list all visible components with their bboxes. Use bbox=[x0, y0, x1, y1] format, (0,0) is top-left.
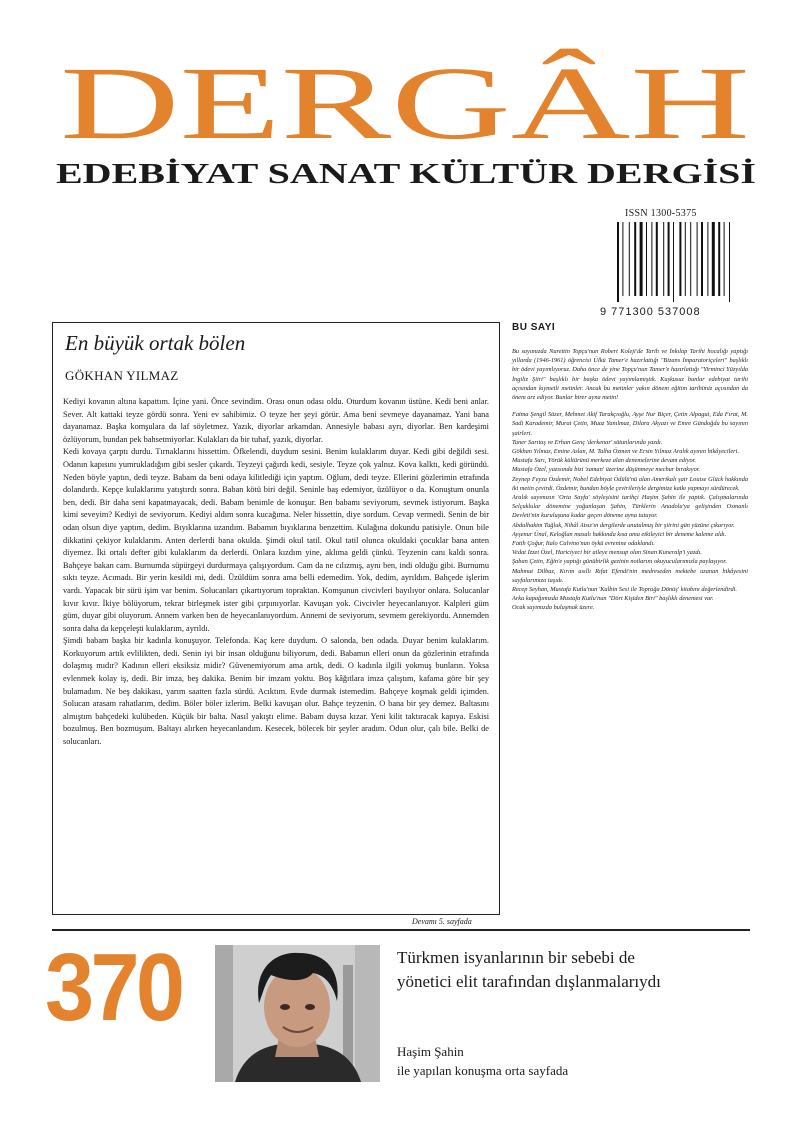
headline-line: Türkmen isyanlarının bir sebebi de bbox=[397, 948, 635, 967]
barcode-bar bbox=[701, 222, 703, 296]
sidebar-item: Mustafa Özel, yazısında bizi 'zaman' üzerine düşünmeye mecbur bırakıyor. bbox=[512, 466, 701, 474]
sidebar-item: Mahmut Dilbaz, Kırım asıllı Rıfat Efendi'nin medreseden mektebe uzanan hikâyesini sayfalarımıza taşıdı. bbox=[512, 567, 748, 584]
sidebar-item: Ocak sayımızda buluşmak üzere. bbox=[512, 604, 595, 612]
issue-number: 370 bbox=[45, 934, 182, 1041]
barcode-bar bbox=[651, 222, 652, 296]
interviewee-photo bbox=[215, 945, 380, 1082]
barcode-bar bbox=[673, 222, 674, 302]
barcode-bar bbox=[697, 222, 698, 296]
barcode-bar bbox=[629, 222, 630, 296]
sidebar-body bbox=[512, 347, 748, 613]
sidebar-item: Taner Sarıtaş ve Erhan Genç 'derkenar' sütunlarında yazdı. bbox=[512, 438, 663, 446]
barcode-bar bbox=[663, 222, 664, 296]
article-body bbox=[63, 396, 489, 749]
barcode-bar bbox=[718, 222, 720, 296]
sidebar-item: Gökhan Yılmaz, Emine Aslan, M. Talha Özmen ve Ersin Yılmaz Aralık ayının hikâyecileri. bbox=[512, 448, 739, 456]
barcode-number: 9 771300 537008 bbox=[600, 306, 701, 318]
sidebar-item: Zeynep Feyza Özdemir, Nobel Edebiyat Ödülü'nü alan Amerikalı şair Louise Glück hakkında iki metin çevirdi. Özdemir, bundan böyle çevirileriyle dergimize katkı yapmayı sürdürecek. bbox=[512, 475, 748, 492]
barcode-bar bbox=[724, 222, 725, 296]
barcode-bar bbox=[668, 222, 670, 296]
sidebar-spacer bbox=[512, 402, 748, 410]
barcode-bar bbox=[707, 222, 708, 296]
article-author: GÖKHAN YILMAZ bbox=[65, 368, 179, 383]
interview-note: ile yapılan konuşma orta sayfada bbox=[397, 1063, 569, 1078]
barcode-bar bbox=[634, 222, 636, 296]
sidebar-item: Arka kapağımızda Mustafa Kutlu'nun "Dört Kişiden Biri" başlıklı denemesi var. bbox=[512, 595, 714, 603]
lead-article bbox=[52, 322, 500, 915]
sidebar-item: Recep Seyhan, Mustafa Kutlu'nun 'Kalbin Sesi ile Toprağa Dönüş' kitabını değerlendirdi. bbox=[512, 586, 737, 594]
headline-line: yönetici elit tarafından dışlanmalarıydı bbox=[397, 972, 661, 991]
cover-headline bbox=[397, 946, 757, 994]
sidebar-intro: Bu sayımızda Nurettin Topçu'nun Robert Koleji'de Tarih ve İnkılap Tarihi hocalığı yaptığı yıllarda (1946-1961) öğrencisi Ülkü Tamer'e hazırlattığı "Bizans İmparatoriçeleri" başlıklı bir ödevi yayımlıyoruz. Daha önce de yine Topçu'nun Tamer'e hazırlattığı "Yirminci Yüzyılda İngiliz Şiiri" başlıklı bir başka ödevi yayımlamıştık. Kuşkusuz bunlar edebiyat tarihi açısından kıymetli metinler. Ancak bu metinler yakın dönem eğitim tarihimiz açısından da önem arz ediyor. Bunlar birer ayna metin! bbox=[512, 348, 748, 402]
sidebar-item: Şaban Çetin, Eğin'e yaptığı günübirlik gezinin notlarını okuyucularımızla paylaşıyor. bbox=[512, 558, 727, 566]
sidebar-item: Fatma Şengil Süzer, Mehmet Akif Tarakçıoğlu, Ayşe Nur Biçer, Çetin Alpagut, Eda Fırat, M. Sadi Karademir, Murat Çetin, Muaz Yanılmaz, Dilara Akyazı ve Emre Gündoğdu bu sayının şairleri. bbox=[512, 411, 748, 437]
continue-note: Devamı 5. sayfada bbox=[412, 917, 472, 926]
barcode-graphic bbox=[615, 222, 755, 302]
barcode-bar bbox=[622, 222, 623, 296]
sidebar-item: Abdulhakim Tuğluk, Nihâl Atsız'ın dergilerde unutulmuş bir şiirini gün yüzüne çıkarıyor. bbox=[512, 521, 735, 529]
issn-label: ISSN 1300-5375 bbox=[625, 208, 697, 219]
masthead bbox=[50, 40, 760, 190]
sidebar-item: Mustafa Sarı, Yörük kültürünü merkeze alan denemelerine devam ediyor. bbox=[512, 457, 696, 465]
barcode-bar bbox=[712, 222, 715, 296]
issue-contents-sidebar bbox=[512, 322, 748, 613]
article-paragraph: Kedi kovaya çarptı durdu. Tırnaklarını hissettim. Öfkelendi, duydum sesini. Benim kulaklarım duyar. Kedi gibi değildi sesi. Odanın kapısını yumrukladığım gibi sesler çıkardı. Teyzeyi çağırdı kedi, sesiyle. Teyze çok yalnız. Kova kalktı, kedi göründü. Neden böyle yaptın, dedi teyze. Babam da beni odaya kilitlediği için yaptım. Oğlum, dedi teyze. Ellerini gözlerimin etrafında dolandırdı. Kepçe kulaklarımı yatıştırdı sonra. Baban kötü biri değil. Seninle baş edemiyor, üzülüyor o da. Konuştum onunla ben, dedi. Bir daha seni kapatmayacak, dedi. Babam benimle de konuşur. Ben babamı seviyorum, sevmek istiyorum. Başka kimi seveyim? Kediyi de seviyorum. Kediyi aldım sonra kucağıma. Neler hissettin, diye sordum. Cevap vermedi. Senin de bir odan olsun diye yaptım, dedim. Bıyıklarına uzandım. Babamın bıyıklarına benzettim. Kulağına dokundu patisiyle. Onun bile dikkatini çekiyor kulaklarım. Anten derlerdi bana okulda. Şimdi okul tatil. Okul tatil olunca okuldaki çocuklar bana anten diyemez. İki ortalı defter gibi kulaklarım da derlerdi. Onlara kızdım yine, aklıma geldi çünkü. Teyzenin canı kaldı sonra. Bahçeye bakan cam. Burnumda süpürgeyi durdurmaya çalışıyordum. Cam da ne cılızmış, aynı ben, indi olduğu gibi. Burnumu sıktı teyze. Acımadı. Bir yerin kesildi mi, dedi. Üzüldüm sonra ama belli edemedim. Yok, dedim, ayrıldım. Bahçede işlerim vardı. Yapacak bir sürü işim var benim. Solucanları çıkartıyorum topraktan. Komşunun civcivleri bayılıyor onlara. Solucanlar kıvır kıvır. İkiye bölüyorum, tekrar birleşmek ister gibi çırpınıyorlar. Kavuşan yok. Civcivler heyecanlanıyor. Kalpleri güm güm, duyar gibi oluyorum. Annem varken ben de heyecanlanıyordum. Annemi de seviyorum, sevmem gerekiyordu. Annemden sonra daha da kepçeleşti kulaklarım, ayrıldı. bbox=[63, 447, 489, 633]
portrait-illustration bbox=[215, 945, 380, 1082]
barcode-bar bbox=[646, 222, 647, 296]
sidebar-item: Vedat İzzet Özel, Hariciyeci bir aileye mensup olan Sinan Kuneralp'i yazdı. bbox=[512, 549, 702, 557]
barcode-bar bbox=[617, 222, 619, 302]
logo-wordmark: DERGÂH bbox=[60, 46, 750, 161]
barcode-bar bbox=[690, 222, 691, 296]
barcode-bar bbox=[729, 222, 730, 302]
interviewee-name: Haşim Şahin bbox=[397, 1044, 464, 1059]
sidebar-item: Fatih Çoğur, Italo Calvino'nun öykü evrenine odaklandı. bbox=[512, 540, 655, 548]
interview-credit bbox=[397, 1042, 568, 1080]
magazine-logo bbox=[50, 40, 760, 190]
section-divider bbox=[52, 929, 750, 931]
sidebar-item: Aralık sayımızın 'Orta Sayfa' söyleşisini tarihçi Haşim Şahin ile yaptık. Çalışmalarında Selçuklular dönemine yoğunlaşan Şahin, Türklerin Anadolu'ya gelişinden Osmanlı Devleti'nin kuruluşuna kadar geçen döneme ayna tutuyor. bbox=[512, 494, 748, 520]
article-paragraph: Şimdi babam başka bir kadınla konuşuyor. Telefonda. Kaç kere duydum. O salonda, ben odada. Duyar benim kulaklarım. Korkuyorum artık evlilikten, dedi. Senin iyi bir insan olduğunu biliyorum, dedi. Babamın elleri onun da gözlerinin etrafında dolaşmış mıdır? Kadının elleri eksiksiz midir? Güvenemiyorum ama artık, dedi. O kadınla ilgili yokmuş bunların. Yoksa evlenmek kolay iş, dedi. Bir imza, beş dakika. Benim bir imzam yoktu. Boş kâğıtlara imza çalıştım, kafama göre bir şey bulamadım. Ne beş dakikası, yarım saatten fazla sürdü. Acıktım. Evde durmak istemedim. Bahçeye koşmak geldi içimden. Solucan arasam rahatlarım, dedim. Böler böler izlerim. Belki kavuşan olur. Bahçe teyzenin. O bana bir şey demez. Baltasını almıştım bahçedeki kulübeden. Küçük bir balta. Nasıl yakıştı elime. Babam duysa kızar. Yeni kilit taktıracak kapıya. Eskisi bozulmuş. Ben bozmuşum. Baltayı alırken heyecanlandım. Kesecek, bölecek bir şeyler aradım. Odun olur, çalı bile. Belki de solucanları. bbox=[63, 636, 489, 747]
barcode-bar bbox=[640, 222, 643, 296]
barcode-bar bbox=[685, 222, 686, 296]
barcode-bar bbox=[679, 222, 681, 296]
sidebar-item: Ayşenur Ünal, Keloğlan masalı hakkında kısa ama etkileyici bir deneme kaleme aldı. bbox=[512, 530, 727, 538]
barcode-bar bbox=[656, 222, 658, 296]
article-paragraph: Kediyi kovanın altına kapattım. İçine yani. Önce sevindim. Orası onun odası oldu. Oturdum kovanın üstüne. Kedi beni anlar. Sever. Alt kattaki teyze gördü sonra. Yeni ev sahibimiz. O teyze her şeyi görür. Ama beni sevmeye dayanamaz. Yani bana dayanamaz. Başka komşulara da laf söyletmez. Yazık, diyorlar arkamdan. Annesiyle babası ayrı, diyorlar. Ben kardeşimi özlüyorum, bundan pek bahsetmiyorlar. Kulakları da bir tuhaf, yazık, diyorlar. bbox=[63, 397, 489, 444]
article-title: En büyük ortak bölen bbox=[65, 331, 246, 355]
logo-tagline: EDEBİYAT SANAT KÜLTÜR DERGİSİ bbox=[56, 159, 756, 190]
sidebar-heading: BU SAYI bbox=[512, 322, 556, 333]
